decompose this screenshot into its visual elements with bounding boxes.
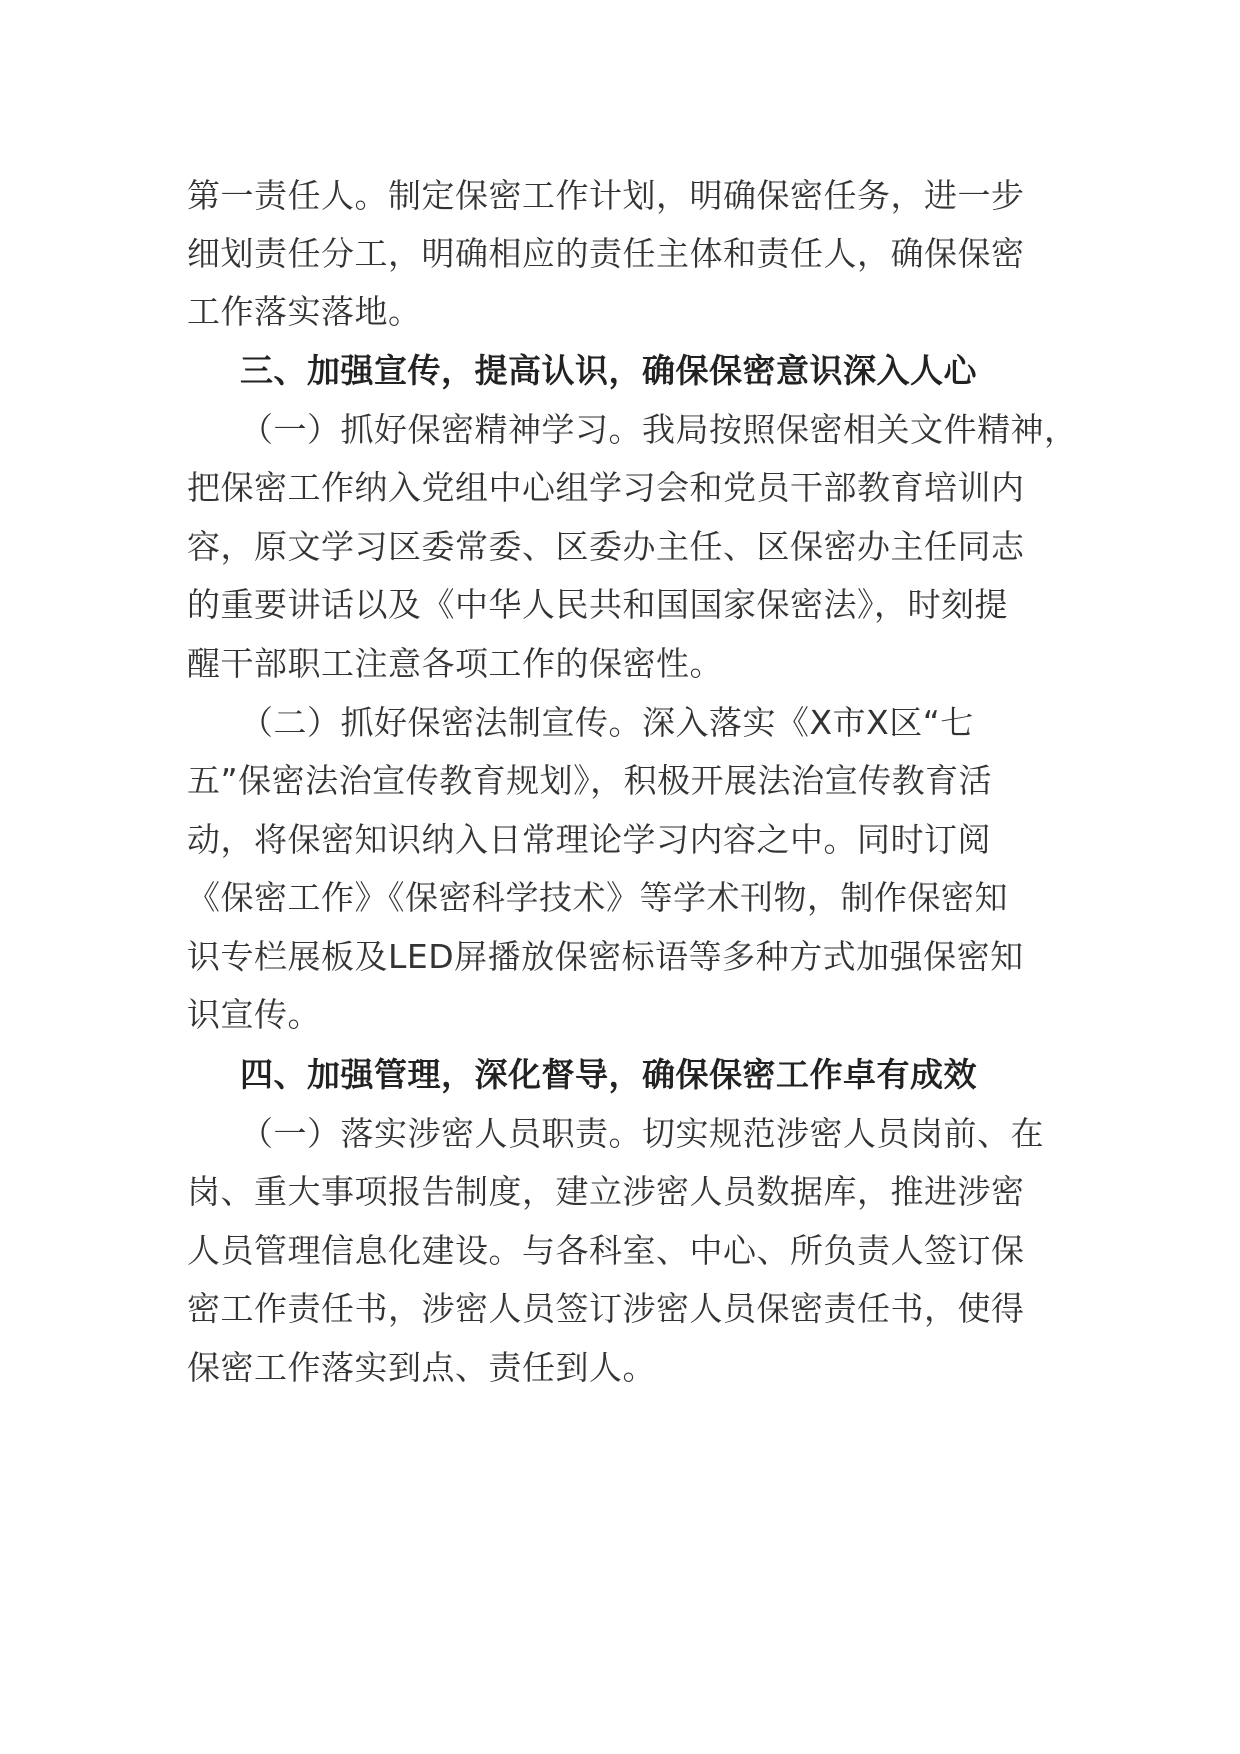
paragraph-line: 细划责任分工，明确相应的责任主体和责任人，确保保密 (187, 234, 1025, 273)
paragraph-line: 识专栏展板及LED屏播放保密标语等多种方式加强保密知 (187, 937, 1024, 976)
paragraph-line: 《保密工作》《保密科学技术》等学术刊物，制作保密知 (187, 878, 1008, 917)
paragraph-line: 岗、重大事项报告制度，建立涉密人员数据库，推进涉密 (187, 1172, 1025, 1211)
paragraph-line: 的重要讲话以及《中华人民共和国国家保密法》，时刻提 (187, 585, 1008, 624)
paragraph-line: 密工作责任书，涉密人员签订涉密人员保密责任书，使得 (187, 1289, 1025, 1328)
paragraph-line: 把保密工作纳入党组中心组学习会和党员干部教育培训内 (187, 468, 1025, 507)
paragraph-line: 醒干部职工注意各项工作的保密性。 (187, 644, 723, 683)
section-heading: 四、加强管理，深化督导，确保保密工作卓有成效 (240, 1055, 977, 1094)
paragraph-line: 容，原文学习区委常委、区委办主任、区保密办主任同志 (187, 527, 1025, 566)
paragraph-line: 动，将保密知识纳入日常理论学习内容之中。同时订阅 (187, 820, 991, 859)
paragraph-line: 人员管理信息化建设。与各科室、中心、所负责人签订保 (187, 1231, 1025, 1270)
section-heading: 三、加强宣传，提高认识，确保保密意识深入人心 (240, 351, 977, 390)
paragraph-line: 保密工作落实到点、责任到人。 (187, 1348, 656, 1387)
paragraph-line: （二）抓好保密法制宣传。深入落实《X市X区“七 (240, 703, 974, 742)
paragraph-line: 第一责任人。制定保密工作计划，明确保密任务，进一步 (187, 176, 1025, 215)
paragraph-line: （一）落实涉密人员职责。切实规范涉密人员岗前、在 (240, 1114, 1044, 1153)
paragraph-line: （一）抓好保密精神学习。我局按照保密相关文件精神， (240, 410, 1078, 449)
paragraph-line: 识宣传。 (187, 995, 321, 1034)
paragraph-line: 工作落实落地。 (187, 292, 422, 331)
paragraph-line: 五”保密法治宣传教育规划》，积极开展法治宣传教育活 (187, 761, 993, 800)
